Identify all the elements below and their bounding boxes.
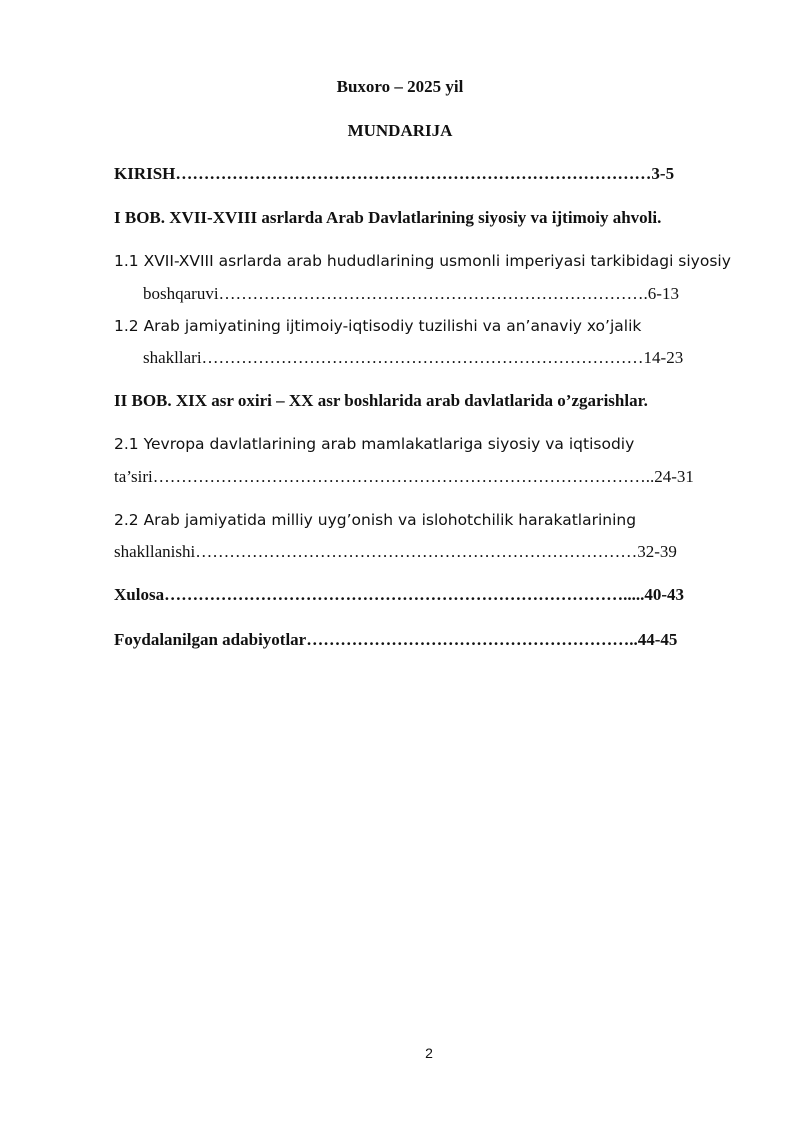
toc-section-1-1-line2: boshqaruvi………………………………………………………………….6-13 (143, 284, 679, 303)
page-number: 2 (425, 1045, 433, 1061)
toc-section-1-2-line2: shakllari……………………………………………………………………14-23 (143, 348, 684, 367)
toc-entry-adabiyotlar: Foydalanilgan adabiyotlar…………………………………………………..44-45 (114, 630, 678, 649)
toc-section-2-1-line2: ta’siri……………………………………………………………………………..24-31 (114, 467, 694, 486)
toc-section-1-1-line1: 1.1 XVII-XVIII asrlarda arab hududlarining usmonli imperiyasi tarkibidagi siyosiy (114, 252, 731, 270)
toc-section-2-1-line1: 2.1 Yevropa davlatlarining arab mamlakatlariga siyosiy va iqtisodiy (114, 435, 635, 453)
toc-entry-kirish: KIRISH…………………………………………………………………………3-5 (114, 164, 675, 183)
toc-entry-xulosa: Xulosa……………………………………………………………………….....40-43 (114, 585, 684, 604)
toc-section-2-2-line2: shakllanishi……………………………………………………………………32-39 (114, 542, 677, 561)
place-year: Buxoro – 2025 yil (336, 77, 464, 96)
page-title: MUNDARIJA (347, 121, 453, 140)
toc-section-2-2-line1: 2.2 Arab jamiyatida milliy uyg’onish va islohotchilik harakatlarining (114, 511, 637, 529)
toc-chapter-2: II BOB. XIX asr oxiri – XX asr boshlarida arab davlatlarida o’zgarishlar. (114, 391, 648, 410)
toc-section-1-2-line1: 1.2 Arab jamiyatining ijtimoiy-iqtisodiy tuzilishi va an’anaviy xo’jalik (114, 317, 642, 335)
toc-chapter-1: I BOB. XVII-XVIII asrlarda Arab Davlatlarining siyosiy va ijtimoiy ahvoli. (114, 208, 662, 227)
